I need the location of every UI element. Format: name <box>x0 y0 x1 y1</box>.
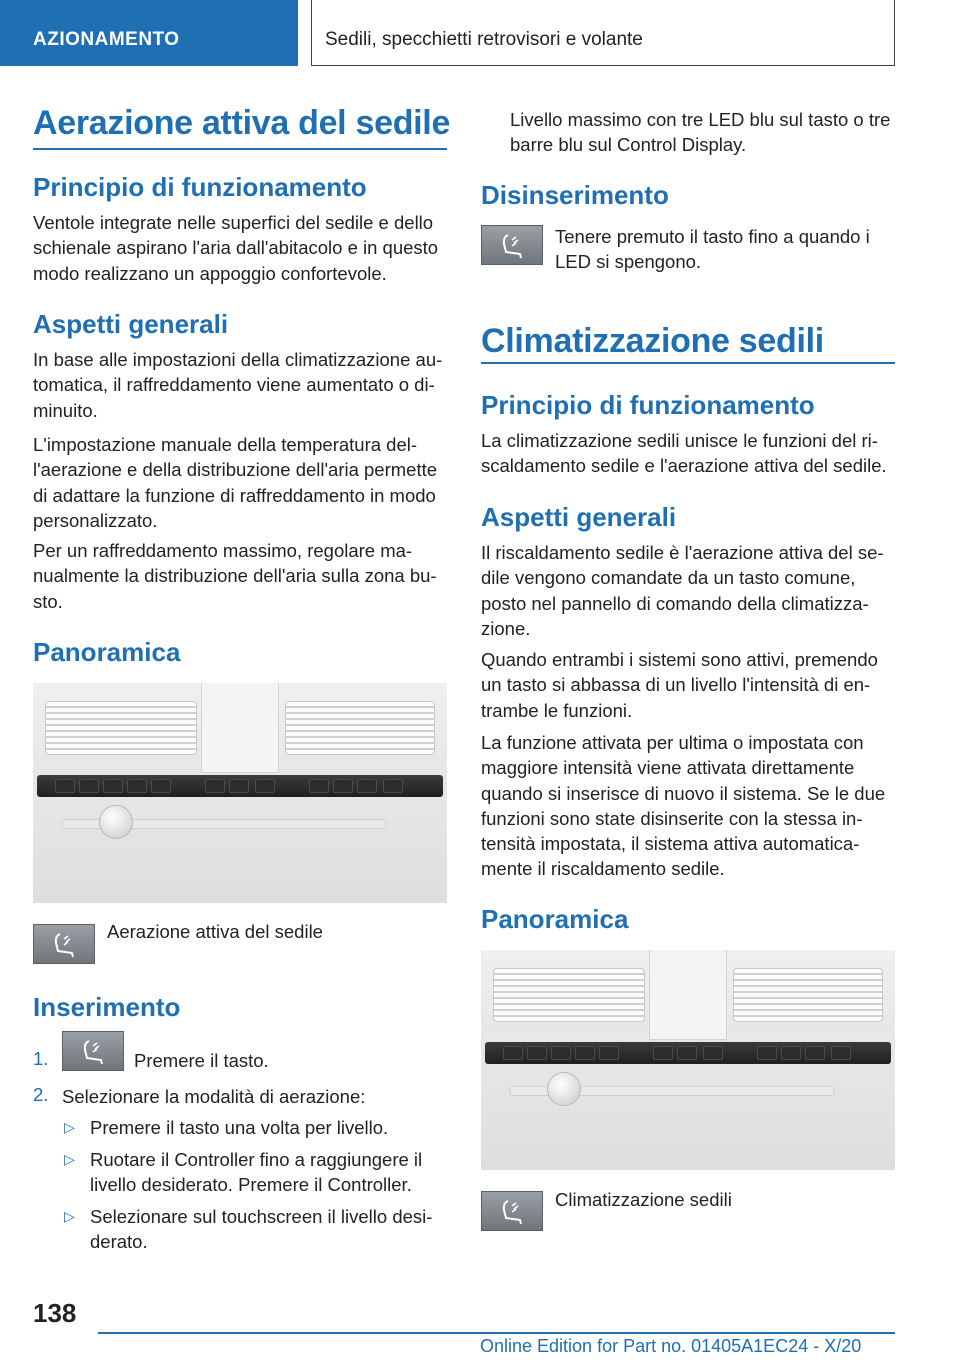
heading-activate: Inserimento <box>33 992 181 1022</box>
heading-deactivate: Disinserimento <box>481 180 669 210</box>
paragraph-principle: La climatizzazione sedili unisce le funzioni del ri-scaldamento sedile e l'aerazione attiva del sedile. <box>481 430 887 477</box>
section-tab: AZIONAMENTO <box>0 0 298 66</box>
step-text: Selezionare la modalità di aerazione: <box>62 1086 366 1107</box>
overview-caption: Climatizzazione sedili <box>555 1189 732 1210</box>
heading-principle: Principio di funzionamento <box>33 172 367 202</box>
seat-ventilation-icon <box>33 924 95 964</box>
title-rule <box>33 148 447 150</box>
paragraph-general-1: Il riscaldamento sedile è l'aerazione attiva del se-dile vengono comandate da un tasto comune, posto nel pannello di comando della climatizza-zione. <box>481 542 884 639</box>
heading-principle: Principio di funzionamento <box>481 390 815 420</box>
heading-overview: Panoramica <box>33 637 181 667</box>
heading-overview: Panoramica <box>481 904 629 934</box>
heading-general: Aspetti generali <box>33 309 229 339</box>
seat-ventilation-icon <box>62 1031 124 1071</box>
seat-ventilation-icon <box>481 1191 543 1231</box>
paragraph-general-3: La funzione attivata per ultima o impostata con maggiore intensità viene attivata direttamente quando si inserisce di nuovo il sistema. Se le due funzioni sono state disinserite con la stessa in-tensità impostata, il sistema attiva automatica-mente il riscaldamento sedile. <box>481 732 886 880</box>
bullet-marker: ▷ <box>64 1119 75 1135</box>
section-title-ventilation: Aerazione attiva del sedile <box>33 104 451 142</box>
section-title-climate: Climatizzazione sedili <box>481 322 824 360</box>
paragraph-general-2: L'impostazione manuale della temperatura del-l'aerazione e della distribuzione dell'aria permette di adattare la funzione di raffreddamento in modo personalizzato. <box>33 434 438 531</box>
overview-caption: Aerazione attiva del sedile <box>107 921 323 942</box>
title-rule <box>481 362 895 364</box>
list-item: Selezionare sul touchscreen il livello desi-derato. <box>90 1206 433 1253</box>
paragraph-deactivate: Tenere premuto il tasto fino a quando i LED si spengono. <box>555 226 870 273</box>
climate-panel-photo <box>33 683 447 903</box>
paragraph-max-level: Livello massimo con tre LED blu sul tasto o tre barre blu sul Control Display. <box>510 109 891 156</box>
edition-note: Online Edition for Part no. 01405A1EC24 - X/20 <box>480 1336 862 1356</box>
bullet-marker: ▷ <box>64 1151 75 1167</box>
paragraph-general-2: Quando entrambi i sistemi sono attivi, premendo un tasto si abbassa di un livello l'intensità di en-trambe le funzioni. <box>481 649 878 721</box>
list-item: Premere il tasto una volta per livello. <box>90 1117 389 1138</box>
page-number: 138 <box>33 1298 77 1328</box>
paragraph-principle: Ventole integrate nelle superfici del sedile e dello schienale aspirano l'aria dall'abitacolo e in questo modo realizzano un appoggio confortevole. <box>33 212 439 284</box>
paragraph-general-1: In base alle impostazioni della climatizzazione au-tomatica, il raffreddamento viene aumentato o di-minuito. <box>33 349 443 421</box>
bullet-marker: ▷ <box>64 1208 75 1224</box>
paragraph-general-3: Per un raffreddamento massimo, regolare ma-nualmente la distribuzione dell'aria sulla zona bu-sto. <box>33 540 437 612</box>
step-text: Premere il tasto. <box>134 1050 269 1071</box>
step-number: 2. <box>33 1084 49 1105</box>
heading-general: Aspetti generali <box>481 502 677 532</box>
chapter-title: Sedili, specchietti retrovisori e volante <box>311 0 895 66</box>
climate-panel-photo <box>481 950 895 1170</box>
step-number: 1. <box>33 1048 49 1069</box>
list-item: Ruotare il Controller fino a raggiungere il livello desiderato. Premere il Controller. <box>90 1149 423 1196</box>
seat-ventilation-icon <box>481 225 543 265</box>
footer-rule <box>98 1332 895 1334</box>
